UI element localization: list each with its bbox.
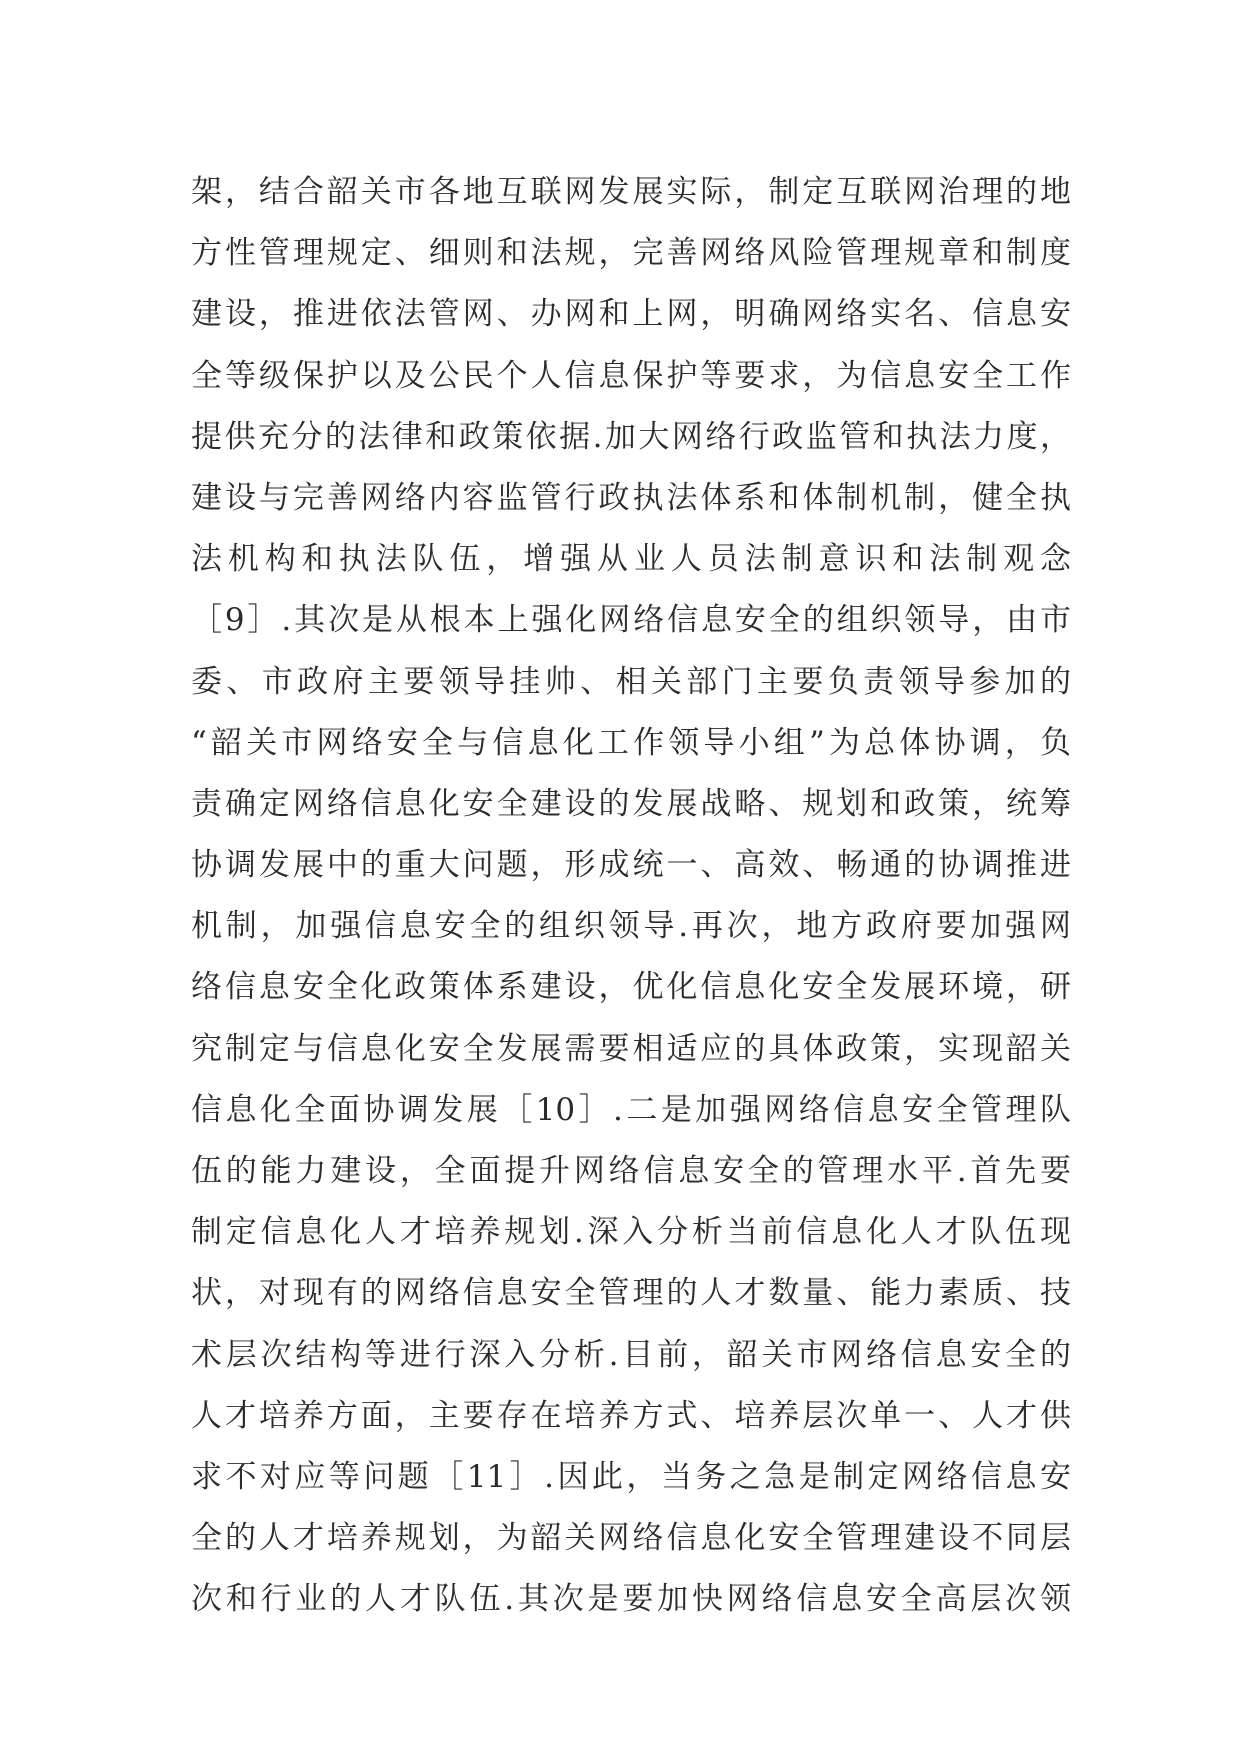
text-line: 术层次结构等进行深入分析.目前，韶关市网络信息安全的 (191, 1336, 1071, 1373)
text-line: 究制定与信息化安全发展需要相适应的具体政策，实现韶关 (191, 1030, 1071, 1067)
text-line: 状，对现有的网络信息安全管理的人才数量、能力素质、技 (191, 1275, 1071, 1312)
text-line: 制定信息化人才培养规划.深入分析当前信息化人才队伍现 (191, 1214, 1071, 1251)
text-line: 全的人才培养规划，为韶关网络信息化安全管理建设不同层 (191, 1520, 1071, 1557)
text-line: 建设，推进依法管网、办网和上网，明确网络实名、信息安 (191, 296, 1071, 333)
text-line: 法机构和执法队伍，增强从业人员法制意识和法制观念 (191, 541, 1071, 578)
text-line: 求不对应等问题［11］.因此，当务之急是制定网络信息安 (191, 1458, 1071, 1495)
text-line: ［9］.其次是从根本上强化网络信息安全的组织领导，由市 (191, 602, 1071, 639)
text-line: 协调发展中的重大问题，形成统一、高效、畅通的协调推进 (191, 847, 1071, 884)
text-line: 次和行业的人才队伍.其次是要加快网络信息安全高层次领 (191, 1581, 1071, 1618)
text-line: 建设与完善网络内容监管行政执法体系和体制机制，健全执 (191, 479, 1071, 516)
text-line: 人才培养方面，主要存在培养方式、培养层次单一、人才供 (191, 1397, 1071, 1434)
text-line: 机制，加强信息安全的组织领导.再次，地方政府要加强网 (191, 908, 1071, 945)
text-line: 委、市政府主要领导挂帅、相关部门主要负责领导参加的 (191, 663, 1071, 700)
text-line: “韶关市网络安全与信息化工作领导小组”为总体协调，负 (191, 724, 1071, 761)
text-line: 架，结合韶关市各地互联网发展实际，制定互联网治理的地 (191, 174, 1071, 210)
text-line: 提供充分的法律和政策依据.加大网络行政监管和执法力度， (191, 418, 1071, 455)
text-line: 络信息安全化政策体系建设，优化信息化安全发展环境，研 (191, 969, 1071, 1006)
text-line: 全等级保护以及公民个人信息保护等要求，为信息安全工作 (191, 357, 1071, 394)
text-line: 责确定网络信息化安全建设的发展战略、规划和政策，统筹 (191, 785, 1071, 822)
text-line: 伍的能力建设，全面提升网络信息安全的管理水平.首先要 (191, 1153, 1071, 1189)
text-line: 信息化全面协调发展［10］.二是加强网络信息安全管理队 (191, 1091, 1071, 1128)
body-text (191, 162, 1071, 1631)
text-line: 方性管理规定、细则和法规，完善网络风险管理规章和制度 (191, 235, 1071, 272)
